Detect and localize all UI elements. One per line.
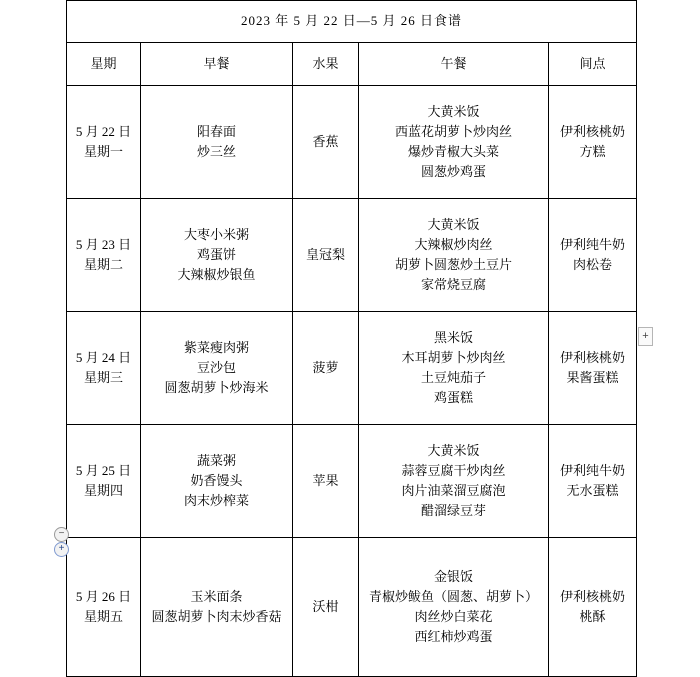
weekday-date: 5 月 25 日 — [75, 462, 132, 478]
weekday-name: 星期五 — [83, 609, 123, 624]
menu-item: 桃酥 — [579, 609, 606, 624]
menu-item: 大黄米饭 — [427, 216, 480, 232]
weekday-name: 星期三 — [83, 370, 123, 385]
cell-fruit — [293, 538, 359, 677]
menu-item: 大黄米饭 — [427, 442, 480, 458]
menu-item: 圆葱炒鸡蛋 — [420, 164, 486, 180]
menu-item: 青椒炒鲅鱼（圆葱、胡萝卜） — [368, 588, 538, 604]
cell-snack — [549, 538, 637, 677]
menu-item: 土豆炖茄子 — [420, 370, 486, 385]
menu-item: 伊利纯牛奶 — [559, 236, 625, 252]
menu-item: 肉末炒榨菜 — [183, 493, 249, 509]
weekly-menu-table — [66, 0, 637, 677]
menu-item: 木耳胡萝卜炒肉丝 — [401, 349, 506, 365]
menu-item: 大辣椒炒肉丝 — [414, 236, 493, 252]
menu-item: 醋溜绿豆芽 — [420, 503, 486, 519]
menu-item: 西蓝花胡萝卜炒肉丝 — [394, 123, 512, 139]
weekday-date: 5 月 23 日 — [75, 236, 132, 252]
weekday-name: 星期四 — [83, 483, 123, 498]
cell-weekday — [67, 199, 141, 312]
menu-item: 玉米面条 — [190, 588, 243, 604]
menu-item: 黑米饭 — [433, 329, 473, 345]
menu-item: 伊利核桃奶 — [559, 123, 625, 139]
cell-weekday — [67, 312, 141, 425]
table-header-row — [67, 43, 637, 86]
cell-fruit — [293, 199, 359, 312]
table-title-row — [67, 1, 637, 43]
cell-lunch — [359, 86, 549, 199]
menu-item: 圆葱胡萝卜炒海米 — [164, 380, 269, 396]
column-header-lunch: 午餐 — [359, 43, 549, 86]
menu-item: 果酱蛋糕 — [566, 370, 619, 385]
menu-item: 家常烧豆腐 — [420, 277, 486, 293]
menu-item: 伊利纯牛奶 — [559, 462, 625, 478]
menu-item: 方糕 — [579, 144, 606, 159]
table-row — [67, 199, 637, 312]
cell-snack — [549, 86, 637, 199]
cell-lunch — [359, 538, 549, 677]
menu-item: 苹果 — [312, 472, 339, 488]
menu-item: 紫菜瘦肉粥 — [183, 339, 249, 355]
menu-item: 伊利核桃奶 — [559, 349, 625, 365]
menu-item: 肉片油菜溜豆腐泡 — [401, 483, 506, 498]
menu-item: 西红柿炒鸡蛋 — [414, 629, 493, 645]
cell-fruit — [293, 425, 359, 538]
weekday-name: 星期一 — [83, 144, 123, 159]
column-header-snack: 间点 — [549, 43, 637, 86]
table-row — [67, 86, 637, 199]
expand-outline-icon[interactable]: + — [54, 542, 69, 557]
cell-breakfast — [141, 312, 293, 425]
menu-item: 大枣小米粥 — [183, 226, 249, 242]
cell-breakfast — [141, 538, 293, 677]
menu-item: 奶香馒头 — [190, 472, 243, 488]
cell-breakfast — [141, 425, 293, 538]
cell-breakfast — [141, 86, 293, 199]
menu-item: 香蕉 — [312, 133, 339, 149]
menu-item: 豆沙包 — [196, 359, 236, 375]
document-title: 2023 年 5 月 22 日—5 月 26 日食谱 — [67, 1, 637, 43]
menu-item: 大辣椒炒银鱼 — [177, 267, 256, 283]
menu-item: 沃柑 — [312, 598, 339, 614]
cell-snack — [549, 199, 637, 312]
menu-item: 金银饭 — [433, 568, 473, 584]
menu-item: 圆葱胡萝卜肉末炒香菇 — [151, 609, 282, 624]
menu-item: 肉丝炒白菜花 — [414, 609, 493, 624]
weekday-date: 5 月 24 日 — [75, 349, 132, 365]
insert-row-icon[interactable]: + — [638, 327, 653, 346]
menu-item: 皇冠梨 — [305, 246, 345, 262]
cell-lunch — [359, 425, 549, 538]
menu-item: 伊利核桃奶 — [559, 588, 625, 604]
menu-item: 蔬菜粥 — [196, 452, 236, 468]
cell-weekday — [67, 86, 141, 199]
weekday-name: 星期二 — [83, 257, 123, 272]
menu-item: 鸡蛋饼 — [196, 246, 236, 262]
menu-item: 爆炒青椒大头菜 — [407, 144, 499, 159]
cell-lunch — [359, 199, 549, 312]
cell-fruit — [293, 86, 359, 199]
column-header-fruit: 水果 — [293, 43, 359, 86]
menu-item: 大黄米饭 — [427, 103, 480, 119]
table-row — [67, 312, 637, 425]
table-row — [67, 425, 637, 538]
weekday-date: 5 月 26 日 — [75, 588, 132, 604]
cell-snack — [549, 312, 637, 425]
menu-document — [66, 0, 636, 677]
menu-item: 阳春面 — [196, 123, 236, 139]
cell-lunch — [359, 312, 549, 425]
weekday-date: 5 月 22 日 — [75, 123, 132, 139]
cell-fruit — [293, 312, 359, 425]
cell-breakfast — [141, 199, 293, 312]
cell-weekday — [67, 425, 141, 538]
menu-item: 肉松卷 — [572, 257, 612, 272]
cell-weekday — [67, 538, 141, 677]
menu-item: 无水蛋糕 — [566, 483, 619, 498]
table-row — [67, 538, 637, 677]
menu-item: 炒三丝 — [196, 144, 236, 159]
menu-item: 菠萝 — [312, 359, 339, 375]
menu-item: 鸡蛋糕 — [433, 390, 473, 406]
column-header-breakfast: 早餐 — [141, 43, 293, 86]
column-header-weekday: 星期 — [67, 43, 141, 86]
collapse-outline-icon[interactable]: − — [54, 527, 69, 542]
menu-item: 胡萝卜圆葱炒土豆片 — [394, 257, 512, 272]
menu-item: 蒜蓉豆腐干炒肉丝 — [401, 462, 506, 478]
cell-snack — [549, 425, 637, 538]
